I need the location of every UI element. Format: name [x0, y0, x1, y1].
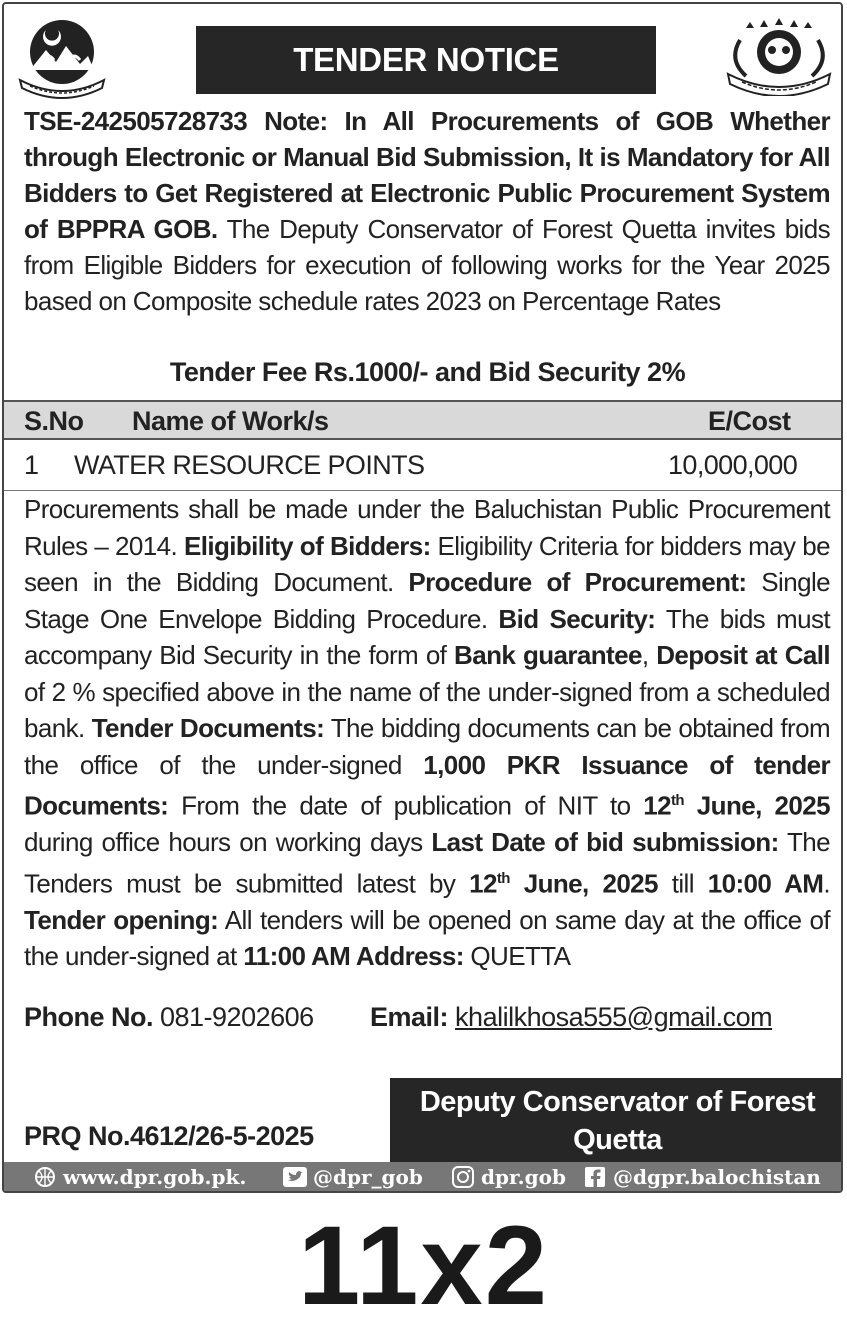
- phone-label: Phone No.: [24, 1002, 153, 1032]
- body-text: From the date of publication of NIT to: [168, 790, 644, 821]
- facebook-icon: [582, 1166, 608, 1188]
- opening-time-address-heading: 11:00 AM Address:: [243, 941, 464, 972]
- footer-instagram[interactable]: [450, 1165, 566, 1189]
- instagram-icon: [450, 1166, 476, 1188]
- footer-twitter-text: @dpr_gob: [313, 1165, 423, 1189]
- tender-documents-heading: Tender Documents:: [91, 713, 325, 743]
- last-date-heading: Last Date of bid submission:: [431, 827, 779, 858]
- email-line: [370, 1002, 772, 1033]
- prq-number: PRQ No.4612/26-5-2025: [24, 1121, 314, 1151]
- body-text: ,: [641, 640, 657, 670]
- body-text: till: [657, 868, 708, 899]
- submission-time: 10:00 AM: [707, 868, 824, 899]
- body-paragraph: [24, 491, 830, 975]
- tender-fee-line: Tender Fee Rs.1000/- and Bid Security 2%: [169, 357, 686, 387]
- footer-website-text: www.dpr.gob.pk.: [63, 1165, 247, 1189]
- body-text: The bids must accompany Bid Security in the form of: [24, 603, 830, 670]
- footer-bar: [4, 1162, 843, 1193]
- body-text: .: [823, 868, 830, 899]
- body-text: of 2 % specified above in the name of the under-signed from a scheduled bank.: [24, 676, 830, 743]
- footer-facebook[interactable]: [582, 1165, 821, 1189]
- row-ecost: 10,000,000: [668, 450, 798, 480]
- body-text: All tenders will be opened on same day at the office of the under-signed at: [24, 904, 831, 972]
- table-row: [4, 446, 843, 491]
- email-link[interactable]: khalilkhosa555@gmail.com: [455, 1002, 773, 1032]
- body-text: The bidding documents can be obtained from the office of the under-signed: [24, 713, 831, 780]
- intro-paragraph: [24, 103, 830, 319]
- body-text: Eligibility Criteria for bidders may be seen in the Bidding Document.: [24, 530, 830, 597]
- intro-text: The Deputy Conservator of Forest Quetta invites bids from Eligible Bidders for execution of following works for the Year 2025 based on Composite schedule rates 2023 on Percentage Rates: [24, 214, 830, 316]
- procedure-heading: Procedure of Procurement:: [408, 567, 747, 597]
- issue-date-day: 12: [643, 790, 672, 821]
- dgpr-emblem-logo: [720, 16, 838, 96]
- phone-number: 081-9202606: [153, 1002, 314, 1032]
- footer-facebook-text: @dgpr.balochistan: [613, 1165, 821, 1189]
- body-text: Procurements shall be made under the Baluchistan Public Procurement Rules – 2014.: [24, 494, 830, 561]
- body-text: Single Stage One Envelope Bidding Procedure.: [24, 567, 830, 634]
- footer-website[interactable]: [32, 1165, 246, 1189]
- footer-twitter[interactable]: [282, 1165, 423, 1189]
- footer-instagram-text: dpr.gob: [481, 1165, 566, 1189]
- globe-icon: [32, 1166, 58, 1188]
- bank-guarantee-text: Bank guarantee: [454, 640, 642, 670]
- header-name-of-work: Name of Work/s: [132, 406, 329, 436]
- address-text: QUETTA: [463, 941, 571, 972]
- row-work-name: WATER RESOURCE POINTS: [74, 450, 425, 480]
- issuance-heading: 1,000 PKR Issuance of tender Documents:: [24, 749, 831, 821]
- table-header: [4, 400, 843, 440]
- tender-opening-heading: Tender opening:: [24, 904, 219, 935]
- phone-line: [24, 1002, 314, 1033]
- last-date-month: June, 2025: [509, 868, 658, 899]
- header-ecost: E/Cost: [708, 406, 791, 436]
- row-sno: 1: [24, 450, 39, 480]
- email-label: Email:: [370, 1002, 449, 1032]
- body-text: during office hours on working days: [24, 827, 432, 858]
- twitter-icon: [282, 1166, 308, 1188]
- signature-location: Quetta: [573, 1124, 662, 1156]
- tender-notice-frame: [2, 2, 843, 1193]
- last-date-day: 12: [469, 868, 497, 899]
- header-sno: S.No: [24, 406, 84, 436]
- bid-security-heading: Bid Security:: [498, 603, 656, 634]
- balochistan-emblem-logo: [16, 16, 108, 100]
- title-bar: [196, 26, 656, 94]
- page-title: TENDER NOTICE: [293, 41, 559, 78]
- signature-title: Deputy Conservator of Forest: [419, 1086, 816, 1118]
- signature-box: [390, 1078, 843, 1162]
- ad-size-label: 11x2: [298, 1203, 549, 1328]
- deposit-at-call-text: Deposit at Call: [656, 640, 830, 670]
- eligibility-heading: Eligibility of Bidders:: [183, 530, 431, 561]
- last-date-suffix: th: [496, 869, 510, 887]
- issue-date-month: June, 2025: [683, 790, 830, 821]
- body-text: The Tenders must be submitted latest by: [24, 827, 831, 899]
- intro-bold-note: TSE-242505728733 Note: In All Procurements of GOB Whether through Electronic or Manual Bid Submission, It is Mandatory for All Bidders to Get Registered at Electronic Public Procurement System of BPPRA GOB.: [24, 106, 830, 244]
- issue-date-suffix: th: [671, 792, 684, 809]
